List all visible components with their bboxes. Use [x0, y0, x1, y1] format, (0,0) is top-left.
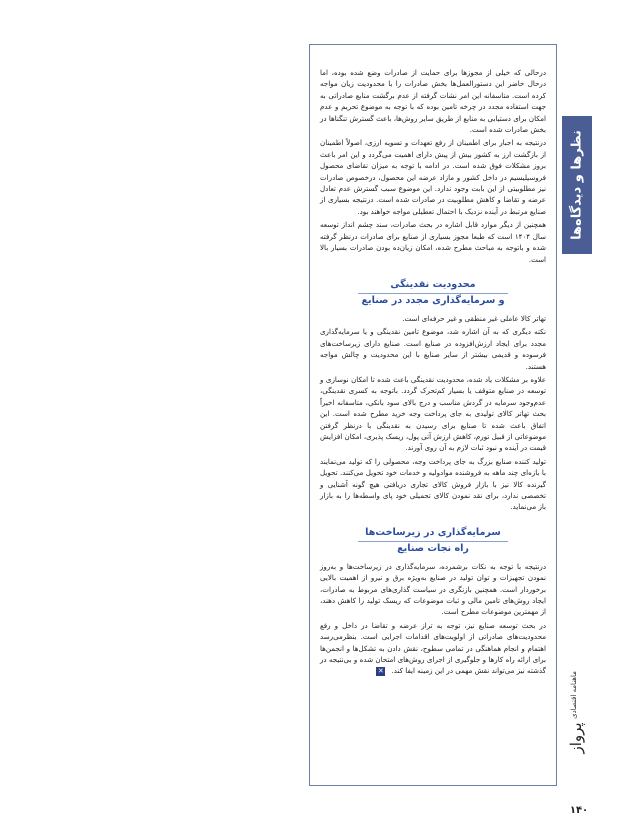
- journal-logo: [566, 688, 586, 788]
- article-box: [309, 44, 557, 786]
- intro-paragraph-1: درحالی که خیلی از مجوزها برای حمایت از صادرات وضع شده بوده، اما درحال حاضر این دستورالعمل‌ها بخش صادرات را با محدودیت زیان مواجه کرده است. متاسفانه این امر نشات گرفته از عدم برگشت منابع صادراتی به جهت استفاده مجدد در چرخه تامین بوده که با توجه به موضوع تحریم و عدم امکان برای دستیابی به منابع از طریق سایر روش‌ها، باعث گسترش تنگناها در بخش صادرات شده است.: [320, 68, 546, 135]
- section-heading-infrastructure: [320, 526, 546, 555]
- section1-paragraph-2: نکته دیگری که به آن اشاره شد، موضوع تامین نقدینگی و یا سرمایه‌گذاری مجدد برای ایجاد ارزش‌افزوده در صنایع است. صنایع دارای زیرساخت‌های فرسوده و قدیمی بیشتر از سایر صنایع با این محدودیت و چالش مواجه هستند.: [320, 327, 546, 371]
- side-tab-label: نظرها و دیدگاه‌ها: [569, 130, 585, 240]
- journal-name-text: ماهنامه اقتصادی: [570, 671, 578, 719]
- section2-paragraph-1: درنتیجه با توجه به نکات برشمرده، سرمایه‌گذاری در زیرساخت‌ها و به‌روز نمودن تجهیزات و توان تولید در صنایع به‌ویژه برق و نیرو از اهمیت بالایی برخوردار است. همچنین بازنگری در سیاست گذاری‌های مربوط به صادرات، ایجاد روش‌های تامین مالی و ثبات موضوعات که ریسک تولید را کاهش دهند، از مهمترین موضوعات مطرح است.: [320, 561, 546, 617]
- page-number: ۱۴۰: [569, 805, 589, 816]
- section2-paragraph-2: [320, 620, 546, 677]
- section-heading-line-1: سرمایه‌گذاری در زیرساخت‌ها: [365, 526, 501, 538]
- section1-paragraph-1: تهاتر کالا عاملی غیر منطقی و غیر حرفه‌ای است.: [402, 313, 546, 323]
- section-heading-liquidity: [320, 278, 546, 307]
- journal-logo-text: پرواز: [567, 722, 585, 754]
- section1-paragraph-3: علاوه بر مشکلات یاد شده، محدودیت نقدینگی باعث شده تا امکان نوسازی و توسعه در صنایع متوقف یا بسیار کم‌تحرک گردد. باتوجه به کسری نقدینگی، عدم‌وجود سرمایه در گردش مناسب و درج بالای سود بانکی، متاسفانه اخیراً بحث تهاتر کالای تولیدی به جای پرداخت وجه خرید مطرح شده است. این اتفاق باعث شده تا صنایع برای رسیدن به نقدینگی با درنظر گرفتن موضوعاتی از قبیل تورم، کاهش ارزش آتی پول، ریسک پذیری، امکان افزایش قیمت در آینده و نبود ثبات لازم به آن روی آورند.: [320, 374, 546, 453]
- section1-paragraph-4: تولید کننده صنایع بزرگ به جای پرداخت وجه، محصولی را که تولید می‌نمایند با بازه‌ای چند ماهه به فروشنده موادولیه و خدمات خود تحویل می‌کنند. تحویل گیرنده کالا نیز با بازار فروش کالای تجاری دریافتی هیچ گونه آشنایی و تخصصی ندارد، برای نقد نمودن کالای تحمیلی خود پای واسطه‌ها را به بازار باز می‌نماید.: [320, 456, 546, 512]
- end-of-article-icon: ✕: [377, 666, 384, 675]
- section2-paragraph-2-text: در بحث توسعه صنایع نیز، توجه به تراز عرضه و تقاضا در داخل و رفع محدودیت‌های صادراتی از اولویت‌های اقدامات اجرایی است. بنظرمی‌رسد اهتمام و انجام هماهنگی در تمامی سطوح، نقش دادن به تشکل‌ها و انجمن‌ها برای ارائه راه کارها و جلوگیری از اجرای روش‌های امتحان شده و بی‌نتیجه در گذشته نیز می‌تواند نقش مهمی در این زمینه ایفا کند.: [320, 620, 546, 676]
- section-heading-line-2: راه نجات صنایع: [397, 542, 469, 554]
- section-heading-line-1: محدودیت نقدینگی: [390, 278, 476, 290]
- section-side-tab: [562, 116, 592, 254]
- section-heading-line-2: و سرمایه‌گذاری مجدد در صنایع: [361, 294, 505, 306]
- intro-paragraph-3: همچنین از دیگر موارد قابل اشاره در بحث صادرات، سند چشم انداز توسعه سال ۱۴۰۴ است که طبعا مجوز بسیاری از صنایع برای صادرات درنظر گرفته شده و باتوجه به مباحث مطرح شده، امکان زیان‌ده بودن صادرات بسیار بالا است.: [320, 220, 547, 264]
- intro-paragraph-2: درنتیجه به اجبار برای اطمینان از رفع تعهدات و تسویه ارزی، اصولاً اطمینان از بازگشت ارز به کشور بیش از پیش دارای اهمیت می‌گردد و این امر باعث بروز مشکلات فوق شده است. در ادامه با توجه به میزان تقاضای محصول فروسیلیسیم در داخل کشور و مازاد عرضه این محصول، درخصوص صادرات نیز مطلوبیتی از این بابت وجود ندارد. این موضوع سبب گسترش عدم تعادل عرضه و تقاضا و کاهش مطلوبیت در صادرات شده است. درنتیجه بسیاری از صنایع مرتبط در آینده نزدیک با احتمال تعطیلی مواجه خواهند بود.: [320, 138, 546, 216]
